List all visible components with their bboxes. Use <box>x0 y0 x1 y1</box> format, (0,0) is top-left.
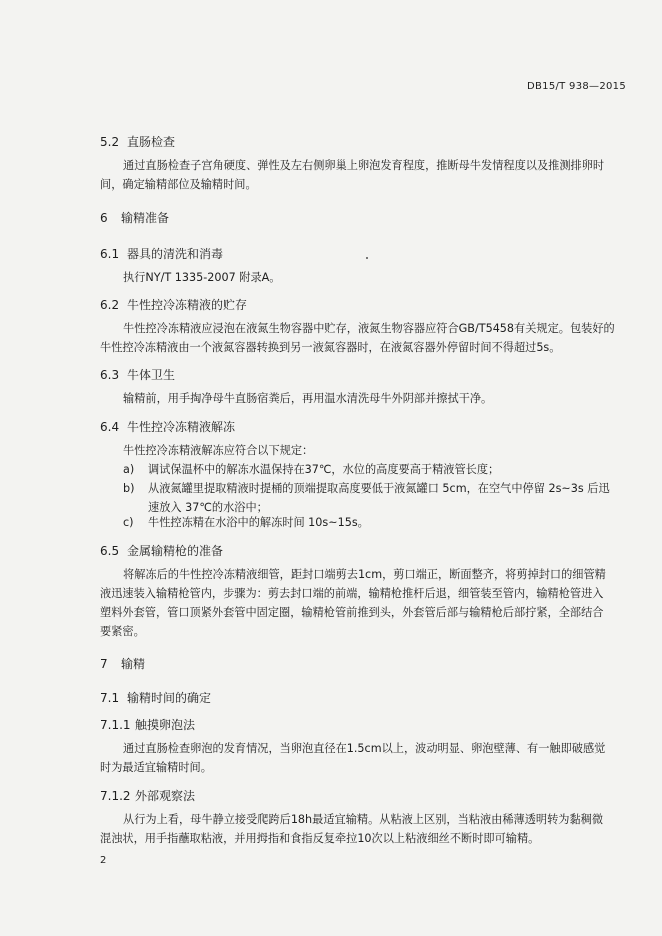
paragraph-line: 间，确定输精部位及输精时间。 <box>100 178 257 191</box>
heading-number: 6.1 <box>100 247 120 261</box>
heading-6-4 <box>100 418 235 435</box>
heading-title: 输精准备 <box>121 211 170 225</box>
heading-5-2 <box>100 133 175 150</box>
heading-title: 牛体卫生 <box>127 368 176 382</box>
heading-7-1 <box>100 689 211 706</box>
paragraph-line: 牛性控冷冻精液由一个液氮容器转换到另一液氮容器时，在液氮容器外停留时间不得超过5s。 <box>100 341 561 354</box>
paragraph-line: 液迅速装入输精枪管内，步骤为：剪去封口端的前端，输精枪推杆后退，细管装至管内，输精枪管进入 <box>100 587 604 600</box>
heading-6 <box>100 209 169 226</box>
heading-number: 5.2 <box>100 135 120 149</box>
list-text: 从液氮罐里提取精液时提桶的顶端提取高度要低于液氮罐口 5cm，在空气中停留 2s~3s 后迅 <box>148 482 610 495</box>
heading-6-2 <box>100 296 247 313</box>
page-number: 2 <box>100 855 107 866</box>
paragraph-line: 要紧密。 <box>100 625 145 638</box>
list-marker: b) <box>123 482 135 495</box>
list-text: 调试保温杯中的解冻水温保持在37℃，水位的高度要高于精液管长度； <box>148 463 500 476</box>
paragraph-line: 牛性控冷冻精液解冻应符合以下规定： <box>123 444 314 457</box>
scan-speck <box>366 257 368 259</box>
heading-7 <box>100 655 145 672</box>
heading-number: 7.1.2 <box>100 789 131 803</box>
heading-title: 输精时间的确定 <box>127 691 212 705</box>
heading-title: 输精 <box>121 657 146 671</box>
paragraph-line: 牛性控冷冻精液应浸泡在液氮生物容器中贮存，液氮生物容器应符合GB/T5458有关规定。包装好的 <box>123 322 615 335</box>
heading-number: 7 <box>100 657 108 671</box>
heading-title: 器具的清洗和消毒 <box>127 247 224 261</box>
heading-title: 直肠检查 <box>127 135 176 149</box>
paragraph-line: 通过直肠检查子宫角硬度、弹性及左右侧卵巢上卵泡发育程度，推断母牛发情程度以及推测排卵时 <box>123 159 605 172</box>
heading-title: 牛性控冷冻精液解冻 <box>127 420 236 434</box>
paragraph-line: 输精前，用手掏净母牛直肠宿粪后，再用温水清洗母牛外阴部并擦拭干净。 <box>123 392 493 405</box>
paragraph-line: 从行为上看，母牛静立接受爬跨后18h最适宜输精。从粘液上区别，当粘液由稀薄透明转为黏稠微 <box>123 813 604 826</box>
list-marker: c) <box>123 516 134 529</box>
heading-number: 6.2 <box>100 298 120 312</box>
paragraph-line: 通过直肠检查卵泡的发育情况，当卵泡直径在1.5cm以上，波动明显、卵泡壁薄、有一触即破感觉 <box>123 742 606 755</box>
heading-6-5 <box>100 542 223 559</box>
paragraph-line: 执行NY/T 1335-2007 附录A。 <box>123 271 281 284</box>
heading-number: 7.1.1 <box>100 718 131 732</box>
list-item <box>123 479 610 517</box>
heading-number: 6.3 <box>100 368 120 382</box>
paragraph-line: 塑料外套管，管口顶紧外套管中固定圈，输精枪管前推到头，外套管后部与输精枪后部拧紧，全部结合 <box>100 606 604 619</box>
paragraph-line: 时为最适宜输精时间。 <box>100 761 212 774</box>
paragraph-line: 混浊状，用手指蘸取粘液，并用拇指和食指反复牵拉10次以上粘液细丝不断时即可输精。 <box>100 832 540 845</box>
heading-title: 外部观察法 <box>135 789 196 803</box>
heading-title: 金属输精枪的准备 <box>127 544 224 558</box>
document-code: DB15/T 938—2015 <box>527 81 626 92</box>
heading-number: 6.4 <box>100 420 120 434</box>
heading-number: 6.5 <box>100 544 120 558</box>
paragraph-line: 将解冻后的牛性控冷冻精液细管，距封口端剪去1cm，剪口端正，断面整齐，将剪掉封口的细管精 <box>123 568 606 581</box>
list-item <box>123 513 369 532</box>
heading-title: 触摸卵泡法 <box>135 718 196 732</box>
heading-title: 牛性控冷冻精液的贮存 <box>127 298 248 312</box>
heading-6-1 <box>100 245 223 262</box>
list-item <box>123 460 499 479</box>
list-text-continued: 速放入 37℃的水浴中； <box>148 501 268 514</box>
list-marker: a) <box>123 463 135 476</box>
heading-number: 6 <box>100 211 108 225</box>
heading-6-3 <box>100 366 175 383</box>
heading-7-1-2 <box>100 787 195 804</box>
list-text: 牛性控冻精在水浴中的解冻时间 10s~15s。 <box>148 516 369 529</box>
heading-number: 7.1 <box>100 691 120 705</box>
heading-7-1-1 <box>100 716 195 733</box>
